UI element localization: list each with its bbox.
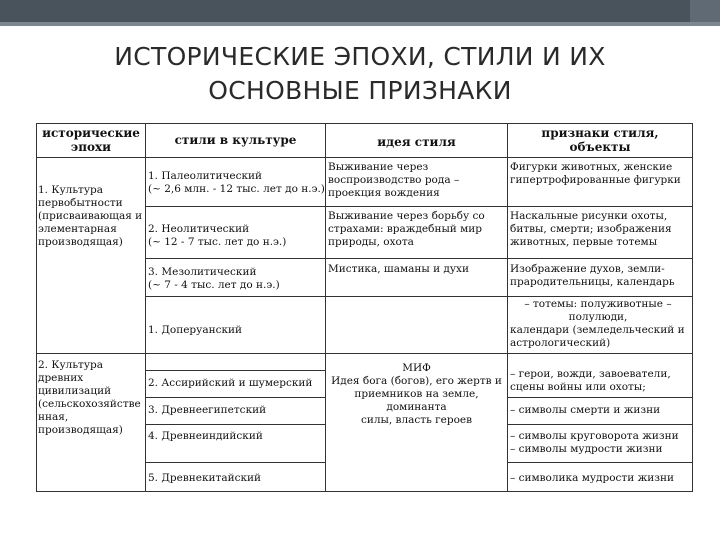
- epoch-line: элементарная: [38, 223, 117, 235]
- style-paleolithic: [148, 170, 325, 196]
- epoch-line: первобытности: [38, 197, 123, 209]
- feature-line: Изображение духов, земли-: [510, 263, 665, 275]
- epoch-line: (сельскохозяйстве: [38, 398, 141, 410]
- epoch-line: производящая): [38, 236, 123, 248]
- style-neolithic: [148, 223, 286, 249]
- feature-neolithic: [510, 210, 672, 249]
- header-features-line: признаки стиля,: [541, 126, 659, 140]
- idea-line: Выживание через: [328, 161, 429, 173]
- idea-line: природы, охота: [328, 236, 414, 248]
- idea-paleolithic: [328, 161, 459, 200]
- feature-line: гипертрофированные фигурки: [510, 174, 681, 186]
- header-epochs-line: исторические: [42, 126, 140, 140]
- idea-line: Идея бога (богов), его жертв и: [331, 375, 502, 387]
- feature-line: астрологический): [510, 337, 611, 349]
- feature-line: битвы, смерти; изображения: [510, 223, 672, 235]
- feature-mesolithic: [510, 263, 675, 289]
- idea-line: воспроизводство рода –: [328, 174, 460, 186]
- feature-line: – тотемы: полуживотные –: [524, 298, 672, 310]
- feature-line: полулюди,: [568, 311, 628, 323]
- header-features-line: объекты: [569, 140, 631, 154]
- idea-mesolithic: Мистика, шаманы и духи: [328, 263, 469, 275]
- style-mesolithic: [148, 266, 280, 292]
- title-line-1: ИСТОРИЧЕСКИЕ ЭПОХИ, СТИЛИ И ИХ: [114, 42, 606, 71]
- epoch-line: нная,: [38, 411, 69, 423]
- feature-line: Фигурки животных, женские: [510, 161, 673, 173]
- feature-line: – символы круговорота жизни: [510, 430, 679, 442]
- feature-assyrian: [510, 368, 671, 394]
- feature-indian: [510, 430, 679, 456]
- idea-myth: [326, 362, 507, 427]
- style-line: 1. Палеолитический: [148, 170, 263, 182]
- epoch-line: 2. Культура: [38, 359, 104, 371]
- style-line: (~ 12 - 7 тыс. лет до н.э.): [148, 236, 287, 248]
- epoch-line: производящая): [38, 424, 123, 436]
- style-line: (~ 7 - 4 тыс. лет до н.э.): [148, 279, 280, 291]
- epoch-primitive: [38, 184, 142, 249]
- slide-title: [60, 40, 660, 108]
- idea-line: страхами: враждебный мир: [328, 223, 483, 235]
- feature-chinese: – символика мудрости жизни: [510, 472, 674, 484]
- idea-line: силы, власть героев: [360, 414, 473, 426]
- style-predynastic: 1. Доперуанский: [148, 324, 243, 336]
- feature-line: – символы мудрости жизни: [510, 443, 663, 455]
- style-chinese: 5. Древнекитайский: [148, 472, 262, 484]
- epoch-line: 1. Культура: [38, 184, 104, 196]
- idea-neolithic: [328, 210, 485, 249]
- style-indian: 4. Древнеиндийский: [148, 430, 263, 442]
- epoch-line: цивилизаций: [38, 385, 112, 397]
- epoch-line: (присваивающая и: [38, 210, 143, 222]
- feature-line: сцены войны или охоты;: [510, 381, 646, 393]
- epoch-line: древних: [38, 372, 84, 384]
- title-line-2: ОСНОВНЫЕ ПРИЗНАКИ: [208, 76, 512, 105]
- feature-line: календари (земледельческий и: [510, 324, 685, 336]
- feature-egyptian: – символы смерти и жизни: [510, 404, 661, 416]
- slide-top-stripe: [0, 22, 720, 26]
- feature-line: прародительницы, календарь: [510, 276, 675, 288]
- header-idea: идея стиля: [377, 135, 456, 149]
- idea-line: МИФ: [402, 362, 431, 374]
- style-egyptian: 3. Древнеегипетский: [148, 404, 267, 416]
- style-assyrian: 2. Ассирийский и шумерский: [148, 377, 313, 389]
- idea-line: Выживание через борьбу со: [328, 210, 485, 222]
- feature-predynastic: [510, 298, 686, 350]
- idea-line: проекция вождения: [328, 187, 440, 199]
- slide-top-bar: [0, 0, 720, 22]
- header-features: [508, 126, 692, 154]
- style-line: 2. Неолитический: [148, 223, 250, 235]
- idea-line: приемников на земле,: [354, 388, 479, 400]
- epoch-ancient-civilizations: [38, 359, 141, 437]
- feature-line: Наскальные рисунки охоты,: [510, 210, 668, 222]
- style-line: (~ 2,6 млн. - 12 тыс. лет до н.э.): [148, 183, 325, 195]
- header-epochs: [37, 126, 145, 154]
- feature-paleolithic: [510, 161, 681, 187]
- header-epochs-line: эпохи: [70, 140, 112, 154]
- style-line: 3. Мезолитический: [148, 266, 257, 278]
- feature-line: животных, первые тотемы: [510, 236, 658, 248]
- feature-line: – герои, вожди, завоеватели,: [510, 368, 671, 380]
- header-styles: стили в культуре: [174, 133, 297, 147]
- slide-top-accent: [690, 0, 720, 22]
- idea-line: доминанта: [386, 401, 447, 413]
